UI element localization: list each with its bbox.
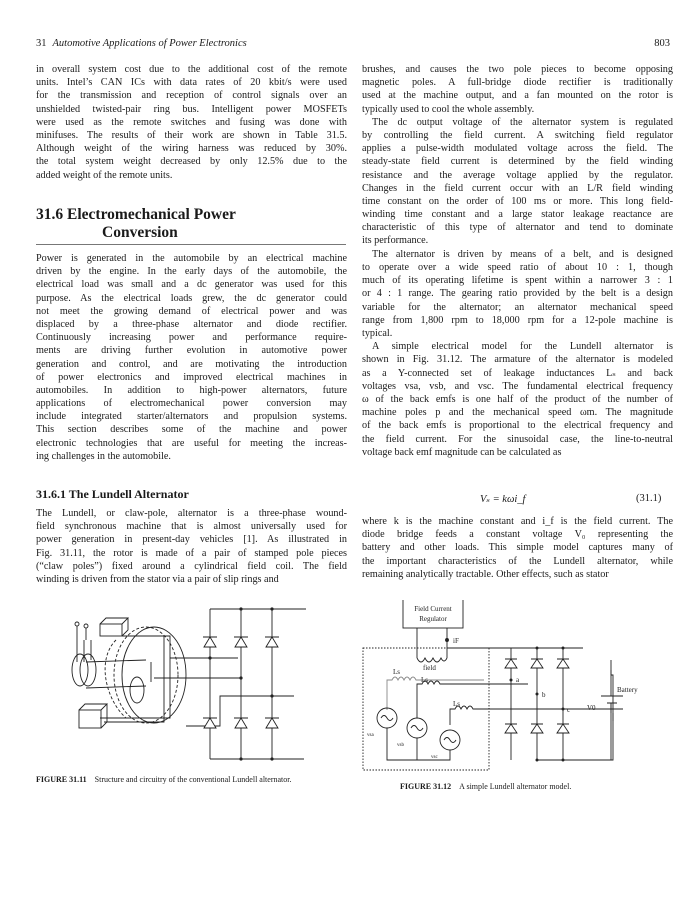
text-line: were used as the remote switches and fusing was done with [36, 116, 347, 128]
figure-caption [36, 774, 347, 785]
text-line: Although weight of the wiring harness was reduced by 30%. [36, 143, 347, 155]
inductor-label: Ls [393, 668, 400, 676]
text-line: electrical load was small and a dc generator was used for this [36, 279, 347, 291]
section-heading [36, 206, 236, 242]
text-line: include integrated starter/alternators and propulsion systems. [36, 411, 347, 423]
ac-source-icon [377, 708, 397, 728]
text-line: characteristic of this type of alternator and tend to dominate [362, 222, 673, 234]
equation-number: (31.1) [636, 493, 662, 504]
text-line: where k is the machine constant and i_f is the field current. The [362, 516, 673, 527]
chapter-title: Automotive Applications of Power Electronics [52, 38, 247, 49]
text-line: the important characteristics of the Lundell alternator, while [362, 555, 673, 567]
figure-caption-text: Structure and circuitry of the conventional Lundell alternator. [94, 775, 292, 784]
heading-rule [36, 244, 346, 245]
text-line: or 4 : 1 range. The gearing ratio provided by the belt is a design [362, 288, 673, 300]
text-line: Changes in the field current occur with an L/R field winding [362, 182, 673, 194]
figure-caption [400, 781, 571, 792]
ac-source-icon [407, 718, 427, 738]
node-label: c [567, 706, 571, 714]
field-current-label: iF [453, 637, 459, 645]
regulator-label: Regulator [419, 615, 447, 623]
text-line: voltages vsa, vsb, and vsc. The fundamental electrical frequency [362, 380, 673, 392]
ac-source-icon [440, 730, 460, 750]
inductor-label: Ls [453, 700, 460, 708]
paragraph [362, 63, 673, 116]
text-line: Power is generated in the automobile by an electrical machine [36, 253, 347, 264]
regulator-label: Field Current [414, 605, 452, 613]
source-label: vsb [397, 743, 404, 748]
source-label: vsa [367, 733, 374, 738]
text-line: The Lundell, or claw-pole, alternator is a three-phase wound- [36, 508, 347, 519]
text-line: of the back emfs is proportional to the electrical frequency and [362, 420, 673, 432]
text-line: typically used to cool the whole assembly. [362, 103, 535, 115]
node-label: a [516, 676, 520, 684]
text-line: purpose. As the electrical loads grew, the dc generator could [36, 292, 347, 304]
text-line: Continuously increasing power and performance require- [36, 332, 347, 344]
text-line: diode bridge feeds a constant voltage V₀ representing the [362, 529, 673, 541]
text-line: electronic technologies that are useful for meeting the increas- [36, 437, 347, 449]
section-heading-line1: 31.6 Electromechanical Power [36, 206, 236, 223]
text-line: range from 1,800 rpm to 18,000 rpm for a 12-pole machine is [362, 314, 673, 326]
text-line: ing challenges in the automobile. [36, 450, 171, 462]
equation: Vₛ = kωi_f [480, 494, 526, 505]
battery-icon [601, 670, 623, 721]
text-line: variable for the alternator; an alternator mechanical speed [362, 301, 673, 313]
battery-voltage-label: V0 [587, 704, 596, 712]
text-line: remaining analytically tractable. Other effects, such as stator [362, 568, 609, 580]
section-heading-line2: Conversion [102, 224, 178, 241]
figure-label: FIGURE 31.12 [400, 782, 452, 791]
text-line: displaced by a three-phase alternator and diode rectifier. [36, 318, 347, 330]
text-line: the field current. For the sinusoidal case, the line-to-neutral [362, 433, 673, 445]
inductor-label: Ls [421, 676, 428, 684]
text-line: typical. [362, 327, 393, 339]
subsection-heading: 31.6.1 The Lundell Alternator [36, 487, 189, 501]
text-line: as a Y-connected set of leakage inductances Lₛ and back [362, 367, 673, 379]
paragraph [362, 340, 673, 459]
text-line: in overall system cost due to the additional cost of the remote [36, 64, 347, 75]
text-line: power generation in present-day vehicles [1]. As illustrated in [36, 534, 347, 546]
text-line: of power electronics and improved electrical machines in [36, 371, 347, 383]
text-line: field synchronous machine that is almost universally used for [36, 521, 347, 533]
text-line: ω of the back emfs is one half of the product of the number of [362, 393, 673, 405]
figure-31-12-diagram [355, 600, 675, 775]
text-line: added weight of the remote units. [36, 169, 173, 181]
text-line: its performance. [362, 235, 429, 247]
rectifier-bridge [170, 607, 306, 760]
figure-label: FIGURE 31.11 [36, 775, 87, 784]
text-line: unshielded twisted-pair ring bus. Intelligent power MOSFETs [36, 103, 347, 115]
text-line: magnetic poles. A full-bridge diode rectifier is traditionally [362, 77, 673, 89]
text-line: The dc output voltage of the alternator system is regulated [372, 116, 673, 128]
text-line: A simple electrical model for the Lundell alternator is [372, 341, 673, 353]
text-line: voltage back emf magnitude can be calculated as [362, 446, 562, 458]
text-line: resistance and the average voltage applied by the regulator. [362, 169, 673, 181]
figure-31-11-diagram [36, 600, 348, 770]
text-line: ments are driving further evolution in automotive power [36, 345, 347, 357]
paragraph [362, 116, 673, 248]
running-header [36, 38, 247, 49]
paragraph [36, 63, 347, 182]
paragraph [36, 252, 347, 463]
text-line: generation and control, and are motivating the introduction [36, 358, 347, 370]
text-line: used at the machine output, and a fan mounted on the rotor is [362, 90, 673, 102]
chapter-number: 31 [36, 38, 47, 49]
text-line: applies a pulse-width modulated voltage across the field. The [362, 143, 673, 155]
alternator-structure-drawing [72, 618, 294, 728]
text-line: driven by the engine. In the early days of the automobile, the [36, 266, 347, 278]
node-label: b [542, 691, 546, 699]
text-line: winding is driven from the stator via a pair of slip rings and [36, 573, 279, 585]
field-label: field [423, 664, 436, 672]
source-label: vsc [431, 755, 438, 760]
paragraph [362, 515, 673, 581]
text-line: brushes, and causes the two pole pieces to become opposing [362, 64, 673, 75]
text-line: shown in Fig. 31.12. The armature of the alternator is modeled [362, 354, 673, 366]
text-line: to operate over a wide speed ratio of about 10 : 1, though [362, 261, 673, 273]
text-line: This section describes some of the machine and power [36, 424, 347, 436]
text-line: battery and other loads. This simple model captures many of [362, 542, 673, 554]
paragraph [36, 507, 347, 586]
page-number: 803 [654, 38, 670, 49]
text-line: not meet the growing demand of electrical power and was [36, 305, 347, 317]
text-line: (“claw poles”) fixed around a cylindrical field coil. The field [36, 560, 347, 572]
battery-label: Battery [617, 686, 638, 694]
text-line: much of its operating lifetime is spent within a narrower 3 : 1 [362, 275, 673, 287]
text-line: The alternator is driven by means of a belt, and is designed [372, 248, 673, 260]
text-line: time constant on the order of 100 ms or more. This long field- [362, 195, 673, 207]
figure-caption-text: A simple Lundell alternator model. [459, 782, 572, 791]
text-line: Fig. 31.11, the rotor is made of a pair of stamped pole pieces [36, 547, 347, 559]
text-line: by controlling the field current. A switching field regulator [362, 129, 673, 141]
text-line: winding time constant and a large stator leakage reactance are [362, 209, 673, 221]
text-line: minifuses. The results of their work are shown in Table 31.5. [36, 129, 347, 141]
paragraph [362, 248, 673, 340]
text-line: the total system weight decreased by only 12.5% due to the [36, 156, 347, 168]
text-line: steady-state field current is determined by the field winding [362, 156, 673, 168]
text-line: machine poles p and the mechanical speed ωm. The magnitude [362, 407, 673, 419]
text-line: automobiles. In addition to high-power alternators, future [36, 384, 347, 396]
text-line: applications of electromechanical power conversion may [36, 398, 347, 410]
text-line: units. Intel’s CAN ICs with data rates of 20 kbit/s were used [36, 77, 347, 89]
text-line: for the transmission and reception of control signals over an [36, 90, 347, 102]
field-coil [417, 658, 447, 662]
